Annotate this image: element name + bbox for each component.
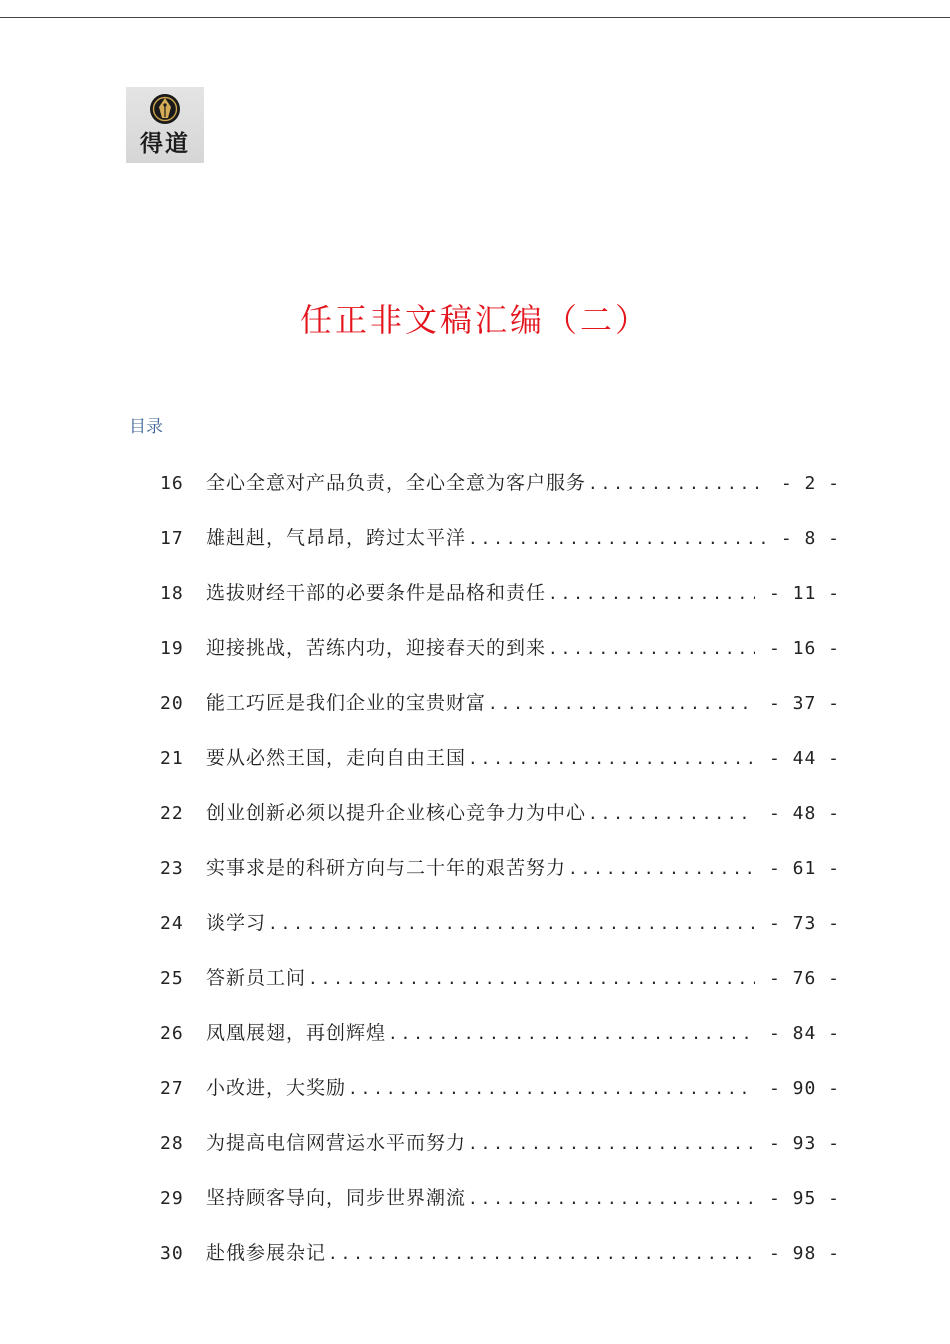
toc-entry[interactable] [160, 743, 840, 798]
toc-entry-page: - 98 - [768, 1243, 840, 1264]
toc-entry-page: - 16 - [768, 638, 840, 659]
toc-entry[interactable] [160, 908, 840, 963]
toc-entry[interactable] [160, 688, 840, 743]
toc-entry-number: 22 [160, 803, 184, 824]
toc-entry-title[interactable]: 雄赳赳，气昂昂，跨过太平洋 [206, 527, 467, 549]
toc-entry-page: - 93 - [768, 1133, 840, 1154]
toc-entry-page: - 61 - [768, 858, 840, 879]
toc-entry-number: 19 [160, 638, 184, 659]
toc-dot-leader [586, 469, 767, 499]
toc-entry-number: 30 [160, 1243, 184, 1264]
toc-entry-page: - 48 - [768, 803, 840, 824]
toc-dot-leader [466, 1129, 755, 1159]
toc-entry[interactable] [160, 633, 840, 688]
toc-entry-number: 29 [160, 1188, 184, 1209]
toc-entry[interactable] [160, 1183, 840, 1238]
toc-entry-number: 20 [160, 693, 184, 714]
toc-entry[interactable] [160, 1018, 840, 1073]
toc-entry-page: - 95 - [768, 1188, 840, 1209]
toc-entry[interactable] [160, 963, 840, 1018]
toc-entry-title[interactable]: 全心全意对产品负责，全心全意为客户服务 [206, 472, 587, 494]
toc-dot-leader [466, 1184, 755, 1214]
toc-entry-title[interactable]: 坚持顾客导向，同步世界潮流 [206, 1187, 467, 1209]
toc-entry-title[interactable]: 实事求是的科研方向与二十年的艰苦努力 [206, 857, 567, 879]
toc-entry-title[interactable]: 凤凰展翅，再创辉煌 [206, 1022, 387, 1044]
toc-entry-page: - 84 - [768, 1023, 840, 1044]
toc-dot-leader [306, 964, 755, 994]
toc-dot-leader [566, 854, 755, 884]
toc-dot-leader [466, 744, 755, 774]
toc-entry-title[interactable]: 选拔财经干部的必要条件是品格和责任 [206, 582, 547, 604]
toc-entry-number: 16 [160, 473, 184, 494]
toc-entry-number: 27 [160, 1078, 184, 1099]
toc-entry-page: - 37 - [768, 693, 840, 714]
toc-entry-title[interactable]: 能工巧匠是我们企业的宝贵财富 [206, 692, 487, 714]
toc-entry[interactable] [160, 798, 840, 853]
toc-dot-leader [326, 1239, 755, 1269]
toc-heading: 目录 [129, 417, 163, 437]
toc-dot-leader [546, 579, 755, 609]
toc-entry-page: - 8 - [780, 528, 840, 549]
toc-entry-page: - 76 - [768, 968, 840, 989]
toc-entry[interactable] [160, 1073, 840, 1128]
toc-entry-title[interactable]: 要从必然王国，走向自由王国 [206, 747, 467, 769]
toc-entry-title[interactable]: 小改进，大奖励 [206, 1077, 347, 1099]
toc-entry-page: - 11 - [768, 583, 840, 604]
toc-entry-number: 25 [160, 968, 184, 989]
toc-entry[interactable] [160, 853, 840, 908]
header-rule [0, 17, 950, 18]
toc-entry-number: 17 [160, 528, 184, 549]
toc-dot-leader [586, 799, 755, 829]
toc-dot-leader [466, 524, 767, 554]
toc-entry-number: 28 [160, 1133, 184, 1154]
toc-entry-title[interactable]: 答新员工问 [206, 967, 307, 989]
toc-entry-number: 24 [160, 913, 184, 934]
toc-entry-title[interactable]: 创业创新必须以提升企业核心竞争力为中心 [206, 802, 587, 824]
toc-entry-title[interactable]: 为提高电信网营运水平而努力 [206, 1132, 467, 1154]
toc-entry[interactable] [160, 1128, 840, 1183]
toc-entry-number: 21 [160, 748, 184, 769]
toc-entry[interactable] [160, 1238, 840, 1293]
toc-dot-leader [486, 689, 755, 719]
logo-text: 得道 [140, 130, 190, 157]
toc-entry-title[interactable]: 赴俄参展杂记 [206, 1242, 327, 1264]
toc-entry-page: - 73 - [768, 913, 840, 934]
logo [126, 87, 204, 163]
toc-entry-number: 26 [160, 1023, 184, 1044]
toc-dot-leader [266, 909, 755, 939]
table-of-contents [160, 468, 840, 1293]
toc-entry[interactable] [160, 523, 840, 578]
toc-dot-leader [386, 1019, 755, 1049]
toc-entry[interactable] [160, 578, 840, 633]
toc-entry-page: - 44 - [768, 748, 840, 769]
toc-entry-number: 23 [160, 858, 184, 879]
toc-dot-leader [346, 1074, 755, 1104]
toc-entry-title[interactable]: 谈学习 [206, 912, 267, 934]
toc-entry-page: - 2 - [780, 473, 840, 494]
document-title: 任正非文稿汇编（二） [299, 301, 650, 339]
toc-dot-leader [546, 634, 755, 664]
toc-entry-number: 18 [160, 583, 184, 604]
toc-entry[interactable] [160, 468, 840, 523]
toc-entry-title[interactable]: 迎接挑战，苦练内功，迎接春天的到来 [206, 637, 547, 659]
toc-entry-page: - 90 - [768, 1078, 840, 1099]
